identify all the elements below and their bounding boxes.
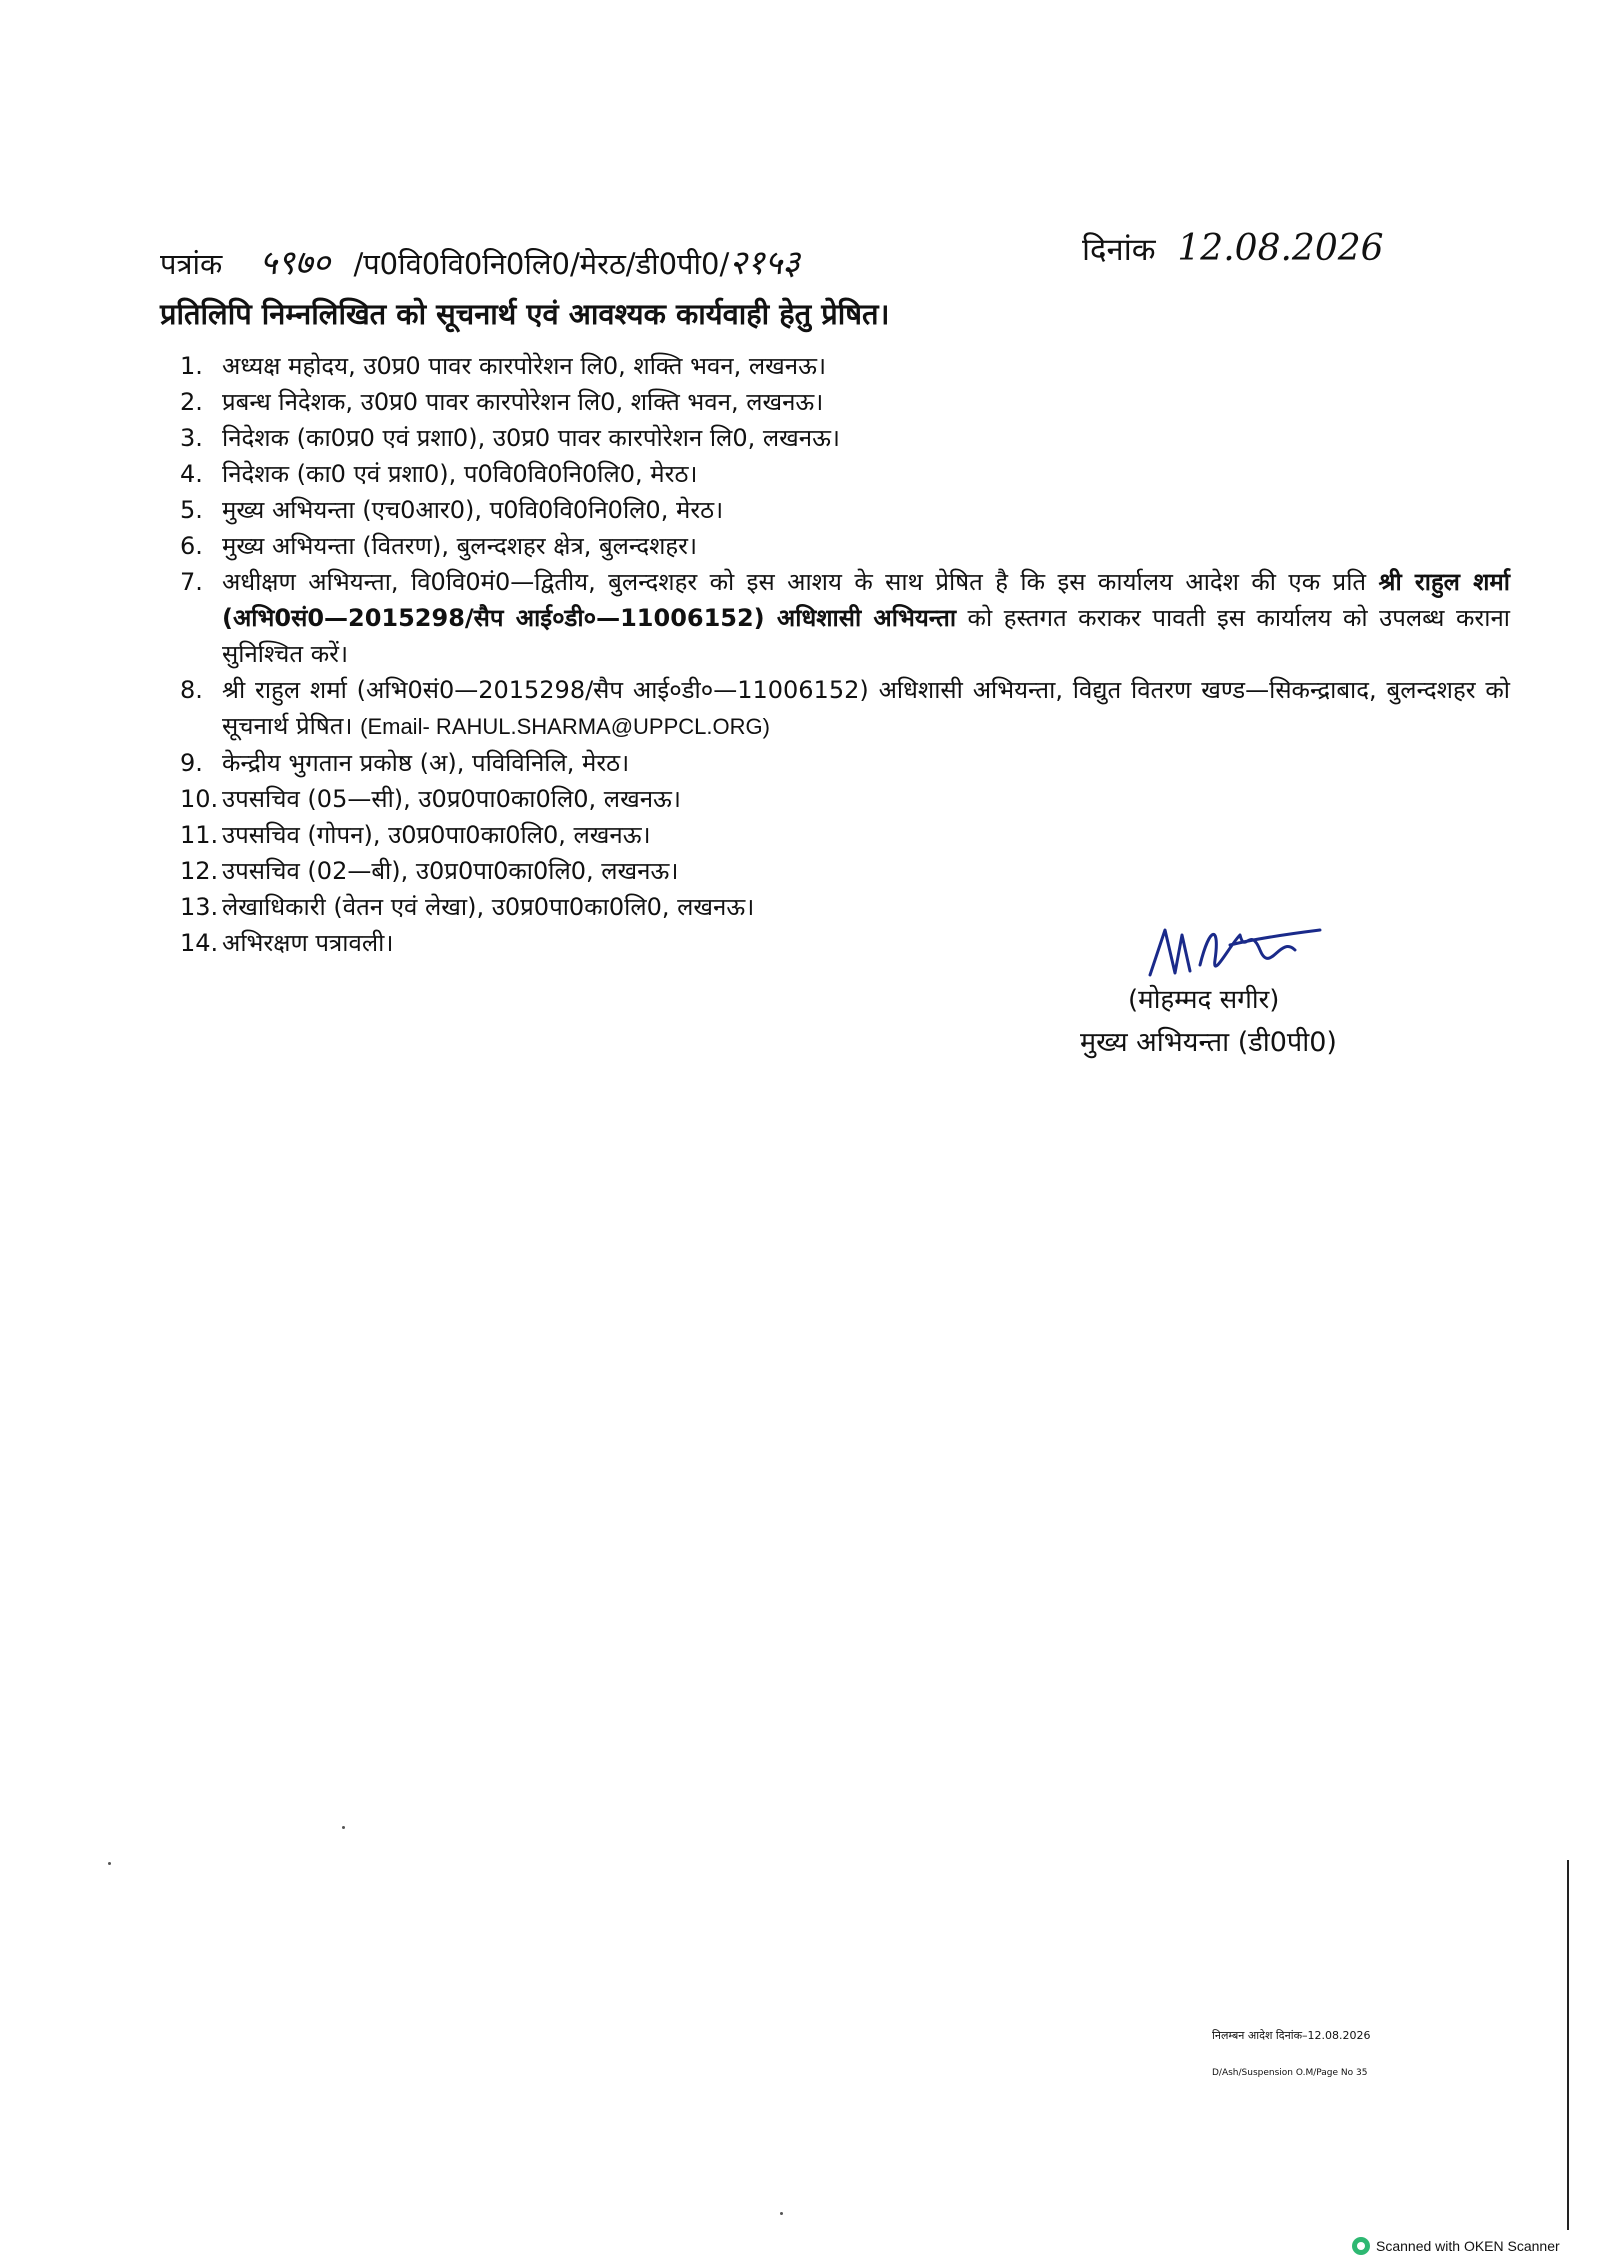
ref-label: पत्रांक [160, 247, 223, 281]
list-item: 2. प्रबन्ध निदेशक, उ0प्र0 पावर कारपोरेशन लि0, शक्ति भवन, लखनऊ। [180, 388, 824, 416]
officer-name-bold: श्री राहुल शर्मा (अभि0सं0—2015298/सैप आई०डी०—11006152) अधिशासी अभियन्ता [222, 568, 1511, 632]
list-item: 14. अभिरक्षण पत्रावली। [180, 929, 394, 957]
ref-suffix-handwritten: २१५३ [729, 243, 800, 283]
signatory-name: (मोहम्मद सगीर) [1128, 985, 1280, 1015]
date-line [1082, 228, 1384, 270]
scanner-logo-icon [1352, 2237, 1370, 2255]
list-item: 9. केन्द्रीय भुगतान प्रकोष्ठ (अ), पविविनिलि, मेरठ। [180, 749, 630, 777]
list-item: 11. उपसचिव (गोपन), उ0प्र0पा0का0लि0, लखनऊ। [180, 821, 651, 849]
date-handwritten: 12.08.2026 [1177, 228, 1384, 269]
list-item: 10. उपसचिव (05—सी), उ0प्र0पा0का0लि0, लखनऊ। [180, 785, 681, 813]
list-item: 12. उपसचिव (02—बी), उ0प्र0पा0का0लि0, लखनऊ। [180, 857, 679, 885]
list-item: 7. अधीक्षण अभियन्ता, वि0वि0मं0—द्वितीय, बुलन्दशहर को इस आशय के साथ प्रेषित है कि इस कार्यालय आदेश की एक प्रति श्री राहुल शर्मा (अभि0सं0—2015298/सैप आई०डी०—11006152) अधिशासी अभियन्ता को हस्तगत कराकर पावती इस कार्यालय को उपलब्ध कराना सुनिश्चित करें। [180, 568, 1511, 668]
list-item: 5. मुख्य अभियन्ता (एच0आर0), प0वि0वि0नि0लि0, मेरठ। [180, 496, 724, 524]
list-item: 1. अध्यक्ष महोदय, उ0प्र0 पावर कारपोरेशन लि0, शक्ति भवन, लखनऊ। [180, 352, 827, 380]
ref-path: /प0वि0वि0नि0लि0/मेरठ/डी0पी0/ [353, 247, 730, 281]
scan-speck [108, 1862, 111, 1865]
scan-speck [342, 1826, 345, 1829]
ref-number-handwritten: ५९७० [259, 243, 331, 283]
scanner-watermark [1352, 2237, 1560, 2255]
reference-number-line [160, 238, 800, 284]
footer-file-reference: D/Ash/Suspension O.M/Page No 35 [1212, 2068, 1368, 2078]
subject-line: प्रतिलिपि निम्नलिखित को सूचनार्थ एवं आवश्यक कार्यवाही हेतु प्रेषित। [160, 297, 890, 331]
scan-speck [780, 2212, 783, 2215]
list-item: 8. श्री राहुल शर्मा (अभि0सं0—2015298/सैप आई०डी०—11006152) अधिशासी अभियन्ता, विद्युत वितरण खण्ड—सिकन्द्राबाद, बुलन्दशहर को सूचनार्थ प्रेषित। (Email- RAHUL.SHARMA@UPPCL.ORG) [180, 676, 1510, 740]
list-item: 3. निदेशक (का0प्र0 एवं प्रशा0), उ0प्र0 पावर कारपोरेशन लि0, लखनऊ। [180, 424, 841, 452]
date-label: दिनांक [1082, 232, 1156, 268]
scanner-watermark-text: Scanned with OKEN Scanner [1376, 2238, 1560, 2254]
signatory-designation: मुख्य अभियन्ता (डी0पी0) [1080, 1027, 1337, 1058]
list-item: 13. लेखाधिकारी (वेतन एवं लेखा), उ0प्र0पा0का0लि0, लखनऊ। [180, 893, 755, 921]
recipient-list [180, 348, 1510, 961]
scan-edge-divider [1567, 1860, 1569, 2230]
footer-order-reference: निलम्बन आदेश दिनांक–12.08.2026 [1212, 2029, 1371, 2042]
list-item: 4. निदेशक (का0 एवं प्रशा0), प0वि0वि0नि0लि0, मेरठ। [180, 460, 698, 488]
list-item: 6. मुख्य अभियन्ता (वितरण), बुलन्दशहर क्षेत्र, बुलन्दशहर। [180, 532, 698, 560]
email-text: (Email- RAHUL.SHARMA@UPPCL.ORG) [360, 714, 770, 739]
